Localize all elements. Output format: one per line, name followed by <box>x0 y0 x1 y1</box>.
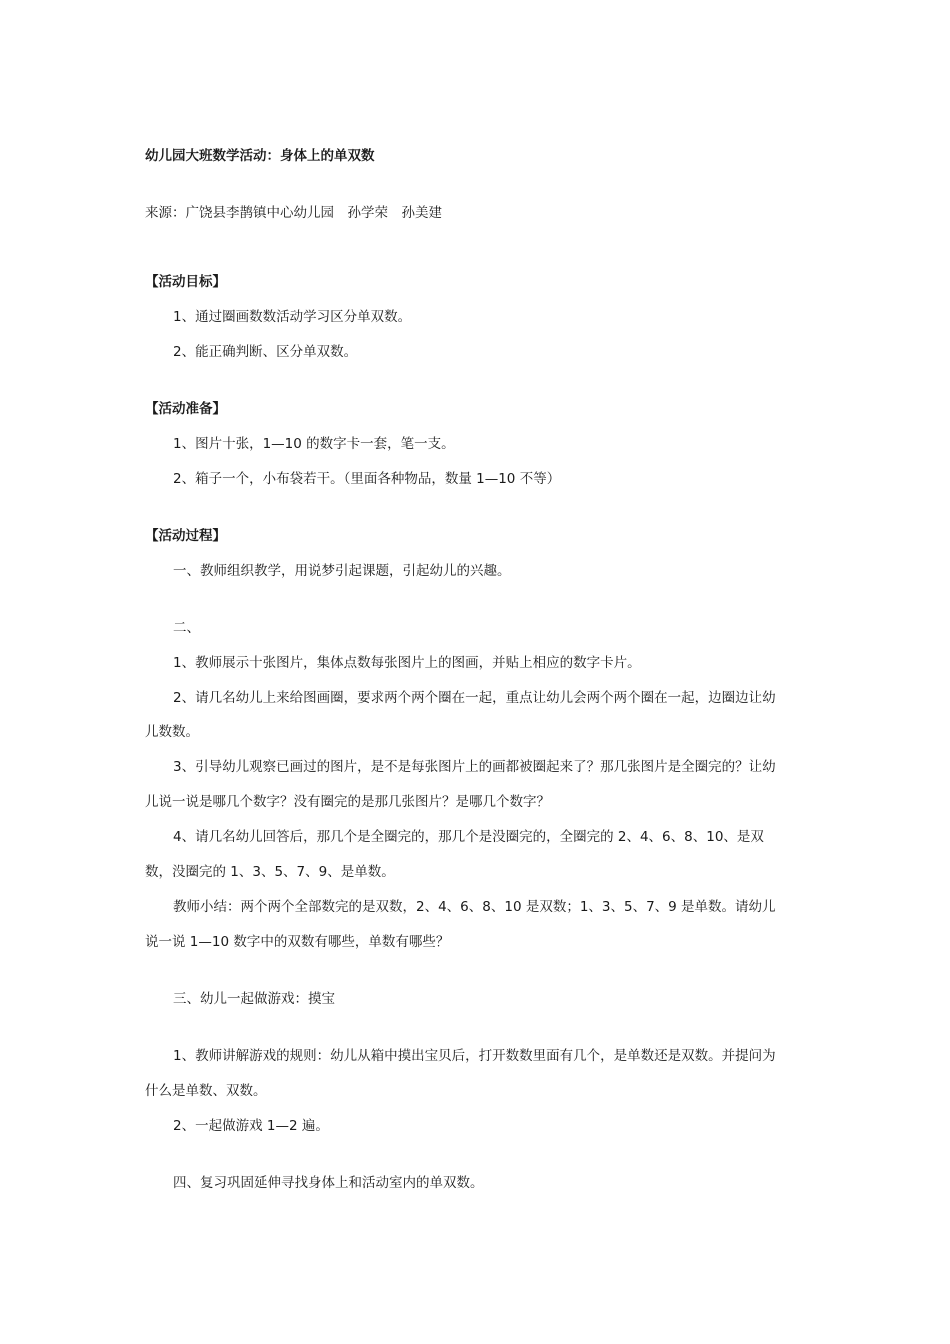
source-line: 来源：广饶县李鹊镇中心幼儿园 孙学荣 孙美建 <box>145 205 442 221</box>
teacher-summary-cont: 说一说 1—10 数字中的双数有哪些，单数有哪些？ <box>145 934 450 950</box>
step2-item-4: 4、请几名幼儿回答后，那几个是全圈完的，那几个是没圈完的，全圈完的 2、4、6、8、10、是双 <box>173 829 764 845</box>
step3-item-1: 1、教师讲解游戏的规则：幼儿从箱中摸出宝贝后，打开数数里面有几个，是单数还是双数。并提问为 <box>173 1048 776 1064</box>
step2-item-1: 1、教师展示十张图片，集体点数每张图片上的图画，并贴上相应的数字卡片。 <box>173 655 641 671</box>
step2-item-2-cont: 儿数数。 <box>145 724 199 740</box>
teacher-summary: 教师小结：两个两个全部数完的是双数，2、4、6、8、10 是双数；1、3、5、7、9 是单数。请幼儿 <box>173 899 776 915</box>
step2-item-4-cont: 数，没圈完的 1、3、5、7、9、是单数。 <box>145 864 395 880</box>
process-step-3: 三、幼儿一起做游戏：摸宝 <box>173 991 335 1007</box>
process-step-2-label: 二、 <box>173 620 200 636</box>
step3-item-2: 2、一起做游戏 1—2 遍。 <box>173 1118 329 1134</box>
step3-item-1-cont: 什么是单数、双数。 <box>145 1083 267 1099</box>
process-heading: 【活动过程】 <box>145 528 226 544</box>
step2-item-3: 3、引导幼儿观察已画过的图片，是不是每张图片上的画都被圈起来了？那几张图片是全圈完的？让幼 <box>173 759 776 775</box>
goals-heading: 【活动目标】 <box>145 274 226 290</box>
preparation-item-2: 2、箱子一个，小布袋若干。（里面各种物品，数量 1—10 不等） <box>173 471 561 487</box>
step2-item-3-cont: 儿说一说是哪几个数字？没有圈完的是那几张图片？是哪几个数字？ <box>145 794 550 810</box>
process-step-1: 一、教师组织教学，用说梦引起课题，引起幼儿的兴趣。 <box>173 563 511 579</box>
goal-item-2: 2、能正确判断、区分单双数。 <box>173 344 358 360</box>
step2-item-2: 2、请几名幼儿上来给图画圈，要求两个两个圈在一起，重点让幼儿会两个两个圈在一起，边圈边让幼 <box>173 690 776 706</box>
preparation-heading: 【活动准备】 <box>145 401 226 417</box>
process-step-4: 四、复习巩固延伸寻找身体上和活动室内的单双数。 <box>173 1175 484 1191</box>
document-title: 幼儿园大班数学活动：身体上的单双数 <box>145 148 375 164</box>
goal-item-1: 1、通过圈画数数活动学习区分单双数。 <box>173 309 412 325</box>
preparation-item-1: 1、图片十张，1—10 的数字卡一套，笔一支。 <box>173 436 455 452</box>
